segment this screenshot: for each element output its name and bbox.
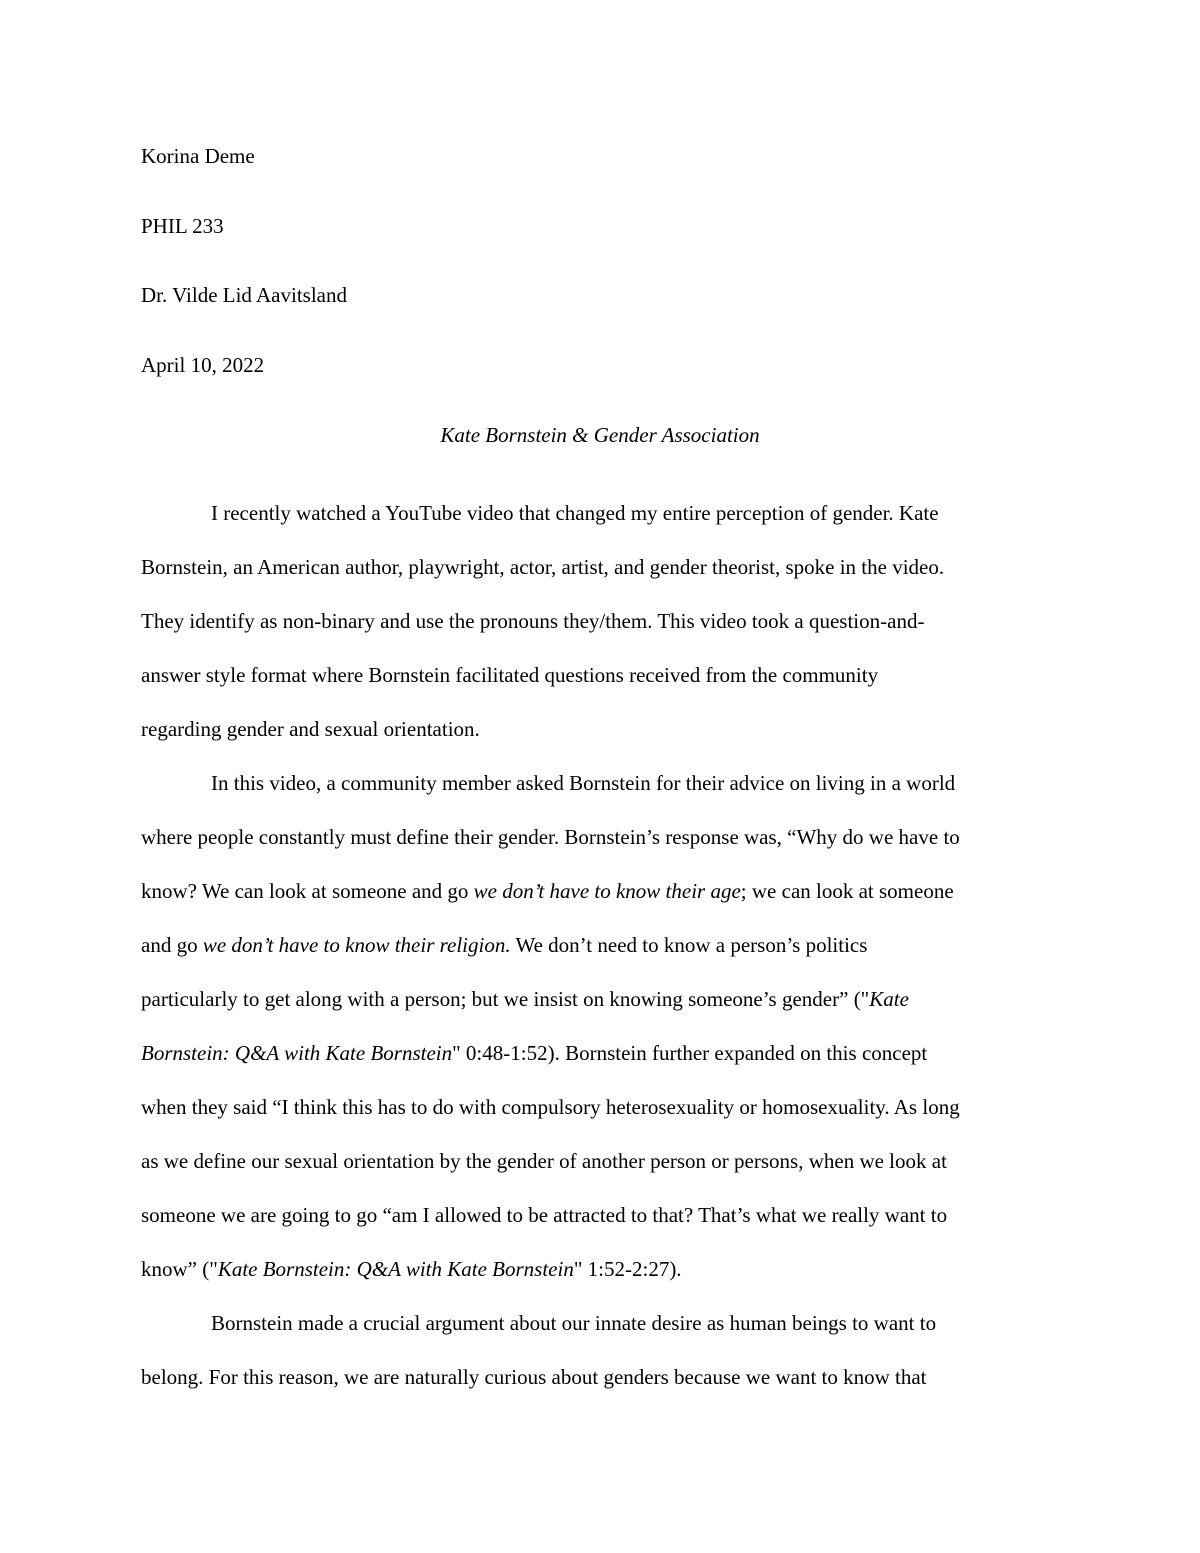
- text-run: someone we are going to go “am I allowed to be attracted to that? That’s what we really want to: [141, 1203, 948, 1227]
- text-line: [141, 702, 1063, 756]
- essay-body: [141, 486, 1063, 1404]
- author-name: Korina Deme: [141, 144, 255, 168]
- text-line: [141, 1242, 1063, 1296]
- text-line: [141, 1188, 1063, 1242]
- text-run: " 1:52-2:27).: [573, 1257, 682, 1281]
- text-run: particularly to get along with a person; but we insist on knowing someone’s gender” (": [141, 987, 870, 1011]
- text-run: In this video, a community member asked Bornstein for their advice on living in a world: [211, 771, 956, 795]
- text-run: answer style format where Bornstein facilitated questions received from the community: [141, 663, 879, 687]
- text-line: [141, 540, 1063, 594]
- instructor-name: Dr. Vilde Lid Aavitsland: [141, 283, 348, 307]
- text-line: [141, 1350, 1063, 1404]
- text-run: We don’t need to know a person’s politics: [510, 933, 868, 957]
- italic-text: Kate Bornstein: Q&A with Kate Bornstein: [217, 1257, 574, 1281]
- text-run: and go: [141, 933, 203, 957]
- submission-date: April 10, 2022: [141, 353, 265, 377]
- text-run: know? We can look at someone and go: [141, 879, 474, 903]
- italic-text: we don’t have to know their religion.: [202, 933, 511, 957]
- essay-title: Kate Bornstein & Gender Association: [440, 423, 760, 447]
- body-paragraph: [141, 1296, 1063, 1404]
- text-line: [141, 810, 1063, 864]
- text-run: Bornstein made a crucial argument about our innate desire as human beings to want to: [211, 1311, 937, 1335]
- text-line: [141, 1296, 1063, 1350]
- text-run: Bornstein, an American author, playwright, actor, artist, and gender theorist, spoke in the video.: [141, 555, 945, 579]
- text-run: ; we can look at someone: [740, 879, 954, 903]
- text-line: [141, 594, 1063, 648]
- text-line: [141, 1080, 1063, 1134]
- text-line: [141, 648, 1063, 702]
- text-run: I recently watched a YouTube video that changed my entire perception of gender. Kate: [211, 501, 939, 525]
- italic-text: we don’t have to know their age: [473, 879, 741, 903]
- text-run: when they said “I think this has to do with compulsory heterosexuality or homosexuality. As long: [141, 1095, 960, 1119]
- text-run: belong. For this reason, we are naturally curious about genders because we want to know that: [141, 1365, 927, 1389]
- body-paragraph: [141, 756, 1063, 1296]
- text-run: as we define our sexual orientation by the gender of another person or persons, when we look at: [141, 1149, 947, 1173]
- italic-text: Bornstein: Q&A with Kate Bornstein: [141, 1041, 453, 1065]
- text-run: regarding gender and sexual orientation.: [141, 717, 480, 741]
- text-line: [141, 756, 1063, 810]
- text-line: [141, 1026, 1063, 1080]
- text-line: [141, 1134, 1063, 1188]
- body-paragraph: [141, 486, 1063, 756]
- text-run: " 0:48-1:52). Bornstein further expanded on this concept: [452, 1041, 928, 1065]
- italic-text: Kate: [869, 987, 909, 1011]
- text-line: [141, 918, 1063, 972]
- text-run: know” (": [141, 1257, 218, 1281]
- text-run: They identify as non-binary and use the pronouns they/them. This video took a question-and-: [141, 609, 925, 633]
- text-line: [141, 486, 1063, 540]
- text-run: where people constantly must define their gender. Bornstein’s response was, “Why do we have to: [141, 825, 960, 849]
- text-line: [141, 864, 1063, 918]
- text-line: [141, 972, 1063, 1026]
- course-code: PHIL 233: [141, 214, 224, 238]
